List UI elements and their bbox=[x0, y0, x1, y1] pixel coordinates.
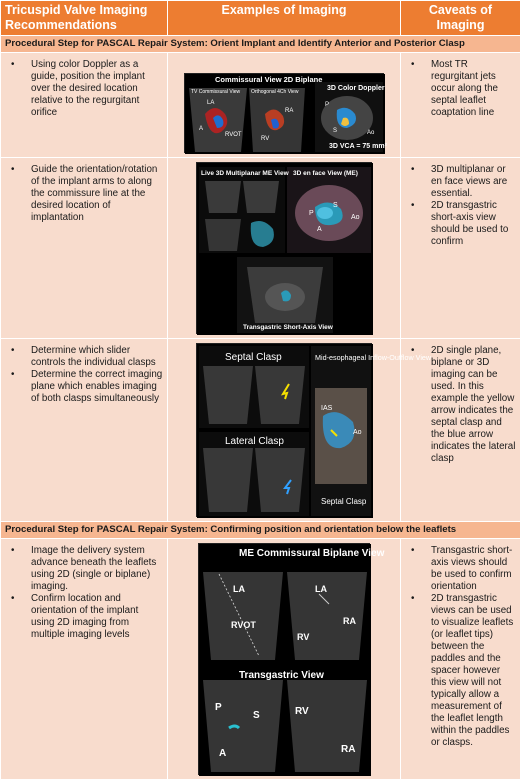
label-a: A bbox=[317, 226, 322, 233]
list-item: • 2D transgastric short-axis view should be used to confirm bbox=[405, 200, 516, 248]
doppler-sub-right: Orthogonal 4Ch View bbox=[251, 89, 299, 95]
list-item: • 2D single plane, biplane or 3D imaging can be used. In this example the yellow arrow indicates the septal clasp and the blue arrow indicates the lateral clasp bbox=[405, 345, 516, 465]
header-recommendations: Tricuspid Valve Imaging Recommendations bbox=[1, 1, 168, 36]
multiplanar-title: Live 3D Multiplanar ME View bbox=[201, 170, 289, 177]
doppler-right-title: 3D Color Doppler bbox=[327, 85, 385, 92]
list-item: • 3D multiplanar or en face views are essential. bbox=[405, 164, 516, 200]
label-p: P bbox=[215, 702, 222, 713]
label-s: S bbox=[253, 710, 260, 721]
list-item: • Transgastric short-axis views should be used to confirm orientation bbox=[405, 545, 516, 593]
recs-cell bbox=[1, 539, 168, 780]
caveats-cell bbox=[401, 53, 521, 158]
septal-clasp-bottom: Septal Clasp bbox=[321, 497, 367, 506]
septal-clasp-label: Septal Clasp bbox=[225, 352, 282, 363]
caveats-cell bbox=[401, 158, 521, 339]
list-item: • Image the delivery system advance beneath the leaflets using 2D (single or biplane) imaging. bbox=[5, 545, 163, 593]
lateral-clasp-label: Lateral Clasp bbox=[225, 436, 284, 447]
recs-cell bbox=[1, 158, 168, 339]
list-item: • Determine which slider controls the individual clasps bbox=[5, 345, 163, 369]
doppler-sub-left: TV Commissural View bbox=[191, 89, 241, 95]
label-rv: RV bbox=[297, 632, 310, 642]
label-ra: RA bbox=[343, 616, 356, 626]
echo-image-transgastric bbox=[198, 543, 385, 775]
label-s: S bbox=[333, 128, 338, 134]
me-biplane-title bbox=[239, 548, 385, 559]
label-p: P bbox=[309, 210, 314, 217]
echo-image-multiplanar bbox=[196, 162, 372, 334]
enface-title: 3D en face View (ME) bbox=[293, 170, 358, 177]
label-rvot: RVOT bbox=[231, 620, 256, 630]
image-cell bbox=[168, 539, 401, 780]
image-cell bbox=[168, 53, 401, 158]
list-item: • Determine the correct imaging plane which enables imaging of both clasps simultaneously bbox=[5, 369, 163, 405]
doppler-vca: 3D VCA = 75 mm² bbox=[329, 143, 387, 150]
label-ao: Ao bbox=[367, 130, 375, 136]
label-rv: RV bbox=[261, 136, 270, 142]
label-s: S bbox=[333, 202, 338, 209]
list-item: • Most TR regurgitant jets occur along the septal leaflet coaptation line bbox=[405, 59, 516, 119]
caveats-cell bbox=[401, 539, 521, 780]
label-a: A bbox=[199, 126, 204, 132]
label-p: P bbox=[325, 102, 330, 108]
label-a: A bbox=[219, 748, 227, 759]
label-la-left: LA bbox=[233, 584, 245, 594]
transgastric-title: Transgastric Short-Axis View bbox=[243, 324, 333, 331]
table-row bbox=[1, 339, 521, 522]
echo-image-doppler bbox=[184, 73, 387, 153]
header-examples: Examples of Imaging bbox=[168, 1, 401, 36]
list-item: • 2D transgastric views can be used to visualize leaflets (or leaflet tips) between the paddles and the spacer however this view will not typically allow a measurement of the leaflet length within the paddles or clasps. bbox=[405, 593, 516, 749]
list-item: • Using color Doppler as a guide, position the implant over the desired location relative to the regurgitant orifice bbox=[5, 59, 163, 119]
section2-title: Procedural Step for PASCAL Repair System: Confirming position and orientation below the leaflets bbox=[1, 522, 521, 539]
echo-image-clasps bbox=[196, 343, 432, 517]
label-ao: Ao bbox=[351, 214, 360, 221]
image-cell bbox=[168, 339, 432, 522]
section1-band bbox=[1, 36, 521, 53]
header-caveats: Caveats of Imaging bbox=[401, 1, 521, 36]
label-ra: RA bbox=[285, 108, 294, 114]
header-row bbox=[1, 1, 521, 36]
label-rv-tg: RV bbox=[295, 706, 309, 717]
section2-band bbox=[1, 522, 521, 539]
mid-title: Mid-esophageal Inflow-Outflow View bbox=[315, 353, 432, 362]
doppler-title: Commissural View 2D Biplane bbox=[215, 75, 323, 84]
caveats-cell bbox=[401, 339, 521, 522]
table-row bbox=[1, 53, 521, 158]
table-row bbox=[1, 539, 521, 780]
recs-cell bbox=[1, 53, 168, 158]
table-row bbox=[1, 158, 521, 339]
label-ra-tg: RA bbox=[341, 744, 356, 755]
label-ao: Ao bbox=[353, 429, 362, 436]
label-ias: IAS bbox=[321, 405, 333, 412]
label-rvot: RVOT bbox=[225, 132, 242, 138]
transgastric-view-title: Transgastric View bbox=[239, 670, 324, 681]
label-la-right: LA bbox=[315, 584, 327, 594]
list-item: • Confirm location and orientation of the implant using 2D imaging from multiple imaging levels bbox=[5, 593, 163, 641]
list-item: • Guide the orientation/rotation of the implant arms to along the commissure line at the desired location of implantation bbox=[5, 164, 163, 224]
image-cell bbox=[168, 158, 401, 339]
label-la: LA bbox=[207, 100, 215, 106]
me-biplane-title-text: ME Commissural Biplane View bbox=[239, 548, 385, 559]
recs-cell bbox=[1, 339, 168, 522]
section1-title: Procedural Step for PASCAL Repair System: Orient Implant and Identify Anterior and Posterior Clasp bbox=[1, 36, 521, 53]
